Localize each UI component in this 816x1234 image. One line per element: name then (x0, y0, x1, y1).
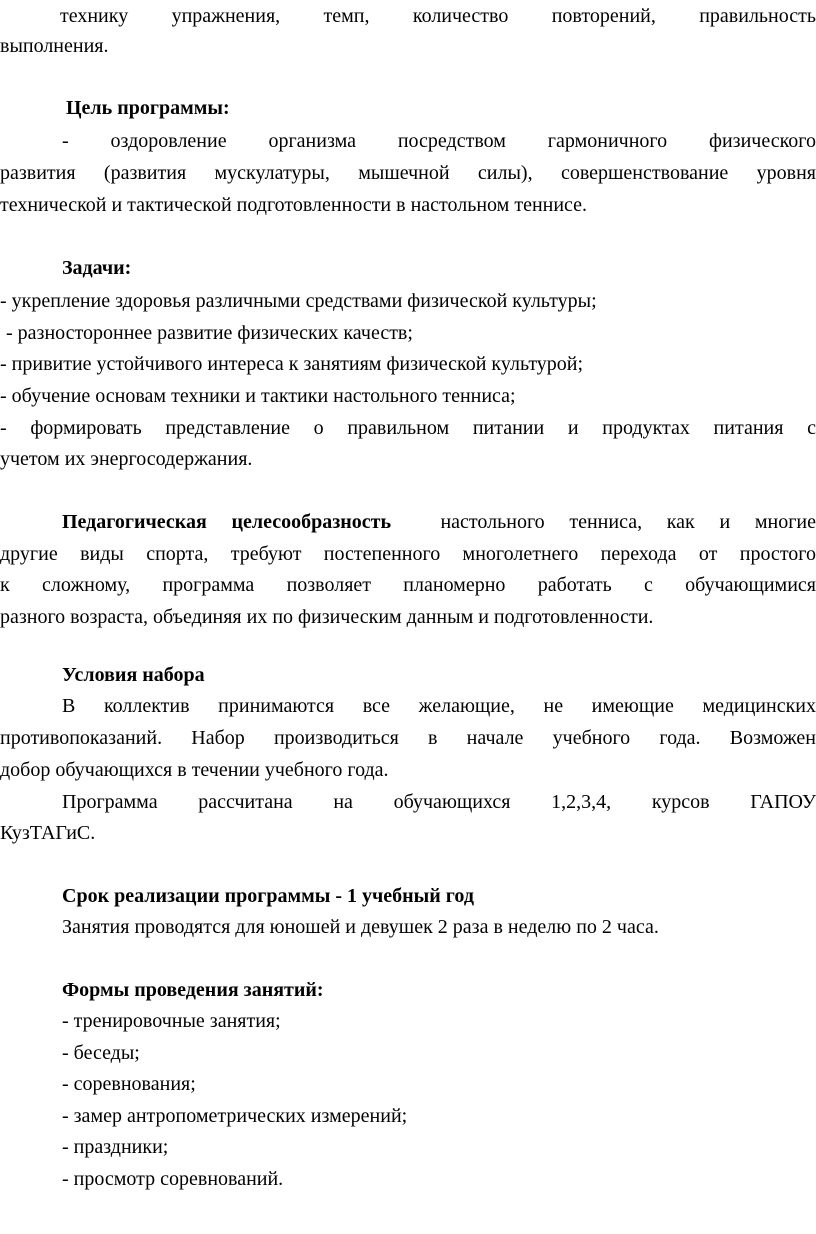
duration-heading: Срок реализации программы - 1 учебный год (62, 885, 474, 907)
goal-line-3: технической и тактической подготовленности в настольном теннисе. (0, 194, 588, 216)
pedagogical-line-1 (62, 506, 816, 538)
enrollment-line-1: В коллектив принимаются все желающие, не имеющие медицинских (62, 695, 816, 717)
goal-line-1: - оздоровление организма посредством гармоничного физического (62, 130, 816, 152)
duration-line-1: Занятия проводятся для юношей и девушек 2 раза в неделю по 2 часа. (62, 916, 659, 938)
pedagogical-heading: Педагогическая целесообразность (62, 511, 392, 533)
enrollment-line-2: противопоказаний. Набор производиться в начале учебного года. Возможен (0, 727, 816, 749)
forms-item-3: - соревнования; (62, 1073, 196, 1095)
forms-item-5: - праздники; (62, 1136, 169, 1158)
forms-item-6: - просмотр соревнований. (62, 1168, 284, 1190)
forms-item-1: - тренировочные занятия; (62, 1010, 281, 1032)
intro-line-1: технику упражнения, темп, количество повторений, правильность (60, 5, 816, 27)
tasks-heading: Задачи: (62, 257, 132, 279)
enrollment-line-3: добор обучающихся в течении учебного года. (0, 759, 389, 781)
enrollment-line-4: Программа рассчитана на обучающихся 1,2,3,4, курсов ГАПОУ (62, 791, 816, 813)
forms-heading: Формы проведения занятий: (62, 979, 324, 1001)
tasks-item-2: - разностороннее развитие физических качеств; (6, 322, 413, 344)
pedagogical-line-1-rest: настольного тенниса, как и многие (440, 511, 816, 533)
goal-line-2: развития (развития мускулатуры, мышечной силы), совершенствование уровня (0, 162, 816, 184)
tasks-item-4: - обучение основам техники и тактики настольного тенниса; (0, 385, 516, 407)
enrollment-line-5: КузТАГиС. (0, 822, 96, 844)
forms-item-4: - замер антропометрических измерений; (62, 1105, 408, 1127)
tasks-item-1: - укрепление здоровья различными средствами физической культуры; (0, 290, 597, 312)
intro-line-2: выполнения. (0, 35, 109, 57)
tasks-item-3: - привитие устойчивого интереса к занятиям физической культурой; (0, 353, 584, 375)
pedagogical-line-2: другие виды спорта, требуют постепенного многолетнего перехода от простого (0, 543, 816, 565)
pedagogical-line-4: разного возраста, объединяя их по физическим данным и подготовленности. (0, 606, 654, 628)
goal-heading: Цель программы: (66, 97, 230, 119)
tasks-item-6: учетом их энергосодержания. (0, 448, 253, 470)
forms-item-2: - беседы; (62, 1042, 140, 1064)
pedagogical-line-3: к сложному, программа позволяет планомерно работать с обучающимися (0, 574, 816, 596)
tasks-item-5: - формировать представление о правильном питании и продуктах питания с (0, 417, 816, 439)
enrollment-heading: Условия набора (62, 664, 205, 686)
